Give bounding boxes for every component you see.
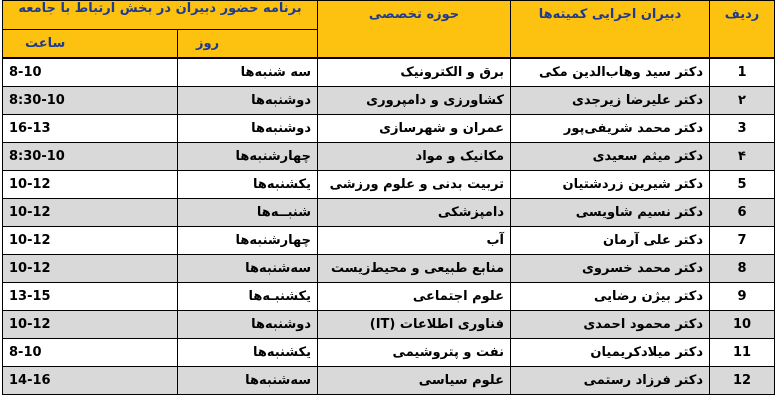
row-number-cell: 1 xyxy=(710,59,775,87)
day-cell: یکشنبه‌ها xyxy=(178,171,318,199)
director-name-cell: دکتر محمد خسروی xyxy=(511,255,710,283)
field-cell: علوم سیاسی xyxy=(318,367,511,395)
day-cell: دوشنبه‌ها xyxy=(178,87,318,115)
field-cell: کشاورزی و دامپروری xyxy=(318,87,511,115)
time-cell: 16-13 xyxy=(3,115,178,143)
field-cell: مکانیک و مواد xyxy=(318,143,511,171)
time-cell: 10-12 xyxy=(3,171,178,199)
time-cell: 10-12 xyxy=(3,227,178,255)
director-name-cell: دکتر فرزاد رستمی xyxy=(511,367,710,395)
time-cell: 14-16 xyxy=(3,367,178,395)
table-row xyxy=(3,255,775,283)
row-number-cell: ۴ xyxy=(710,143,775,171)
day-cell: شنبــه‌ها xyxy=(178,199,318,227)
day-cell: یکشنبـه‌ها xyxy=(178,283,318,311)
director-name-cell: دکتر میثم سعیدی xyxy=(511,143,710,171)
day-cell: دوشنبه‌ها xyxy=(178,311,318,339)
row-number-cell: 6 xyxy=(710,199,775,227)
row-number-cell: 11 xyxy=(710,339,775,367)
row-number-cell: ۲ xyxy=(710,87,775,115)
committee-schedule-table-wrapper xyxy=(2,0,774,395)
time-cell: 8-10 xyxy=(3,339,178,367)
field-cell: نفت و پتروشیمی xyxy=(318,339,511,367)
day-cell: یکشنبه‌ها xyxy=(178,339,318,367)
time-cell: 10-12 xyxy=(3,311,178,339)
table-row xyxy=(3,283,775,311)
field-cell: دامپزشکی xyxy=(318,199,511,227)
header-time: ساعت xyxy=(3,30,178,58)
table-row xyxy=(3,143,775,171)
time-cell: 13-15 xyxy=(3,283,178,311)
director-name-cell: دکتر محمود احمدی xyxy=(511,311,710,339)
committee-schedule-table xyxy=(2,0,775,58)
director-name-cell: دکتر علیرضا زیرجدی xyxy=(511,87,710,115)
field-cell: عمران و شهرسازی xyxy=(318,115,511,143)
table-row xyxy=(3,87,775,115)
header-director: دبیران اجرایی کمیته‌ها xyxy=(511,1,710,58)
table-row xyxy=(3,199,775,227)
day-cell: سه‌شنبه‌ها xyxy=(178,367,318,395)
day-cell: دوشنبه‌ها xyxy=(178,115,318,143)
day-cell: چهارشنبه‌ها xyxy=(178,143,318,171)
row-number-cell: 3 xyxy=(710,115,775,143)
director-name-cell: دکتر نسیم شاویسی xyxy=(511,199,710,227)
director-name-cell: دکتر محمد شریفی‌پور xyxy=(511,115,710,143)
time-cell: 8-10 xyxy=(3,59,178,87)
table-row xyxy=(3,115,775,143)
director-name-cell: دکتر علی آرمان xyxy=(511,227,710,255)
header-schedule: برنامه حضور دبیران در بخش ارتباط با جامعه xyxy=(3,1,318,30)
field-cell: علوم اجتماعی xyxy=(318,283,511,311)
day-cell: چهارشنبه‌ها xyxy=(178,227,318,255)
table-row xyxy=(3,311,775,339)
row-number-cell: 10 xyxy=(710,311,775,339)
row-number-cell: 9 xyxy=(710,283,775,311)
field-cell: منابع طبیعی و محیط‌زیست xyxy=(318,255,511,283)
table-row xyxy=(3,171,775,199)
director-name-cell: دکتر شیرین زردشتیان xyxy=(511,171,710,199)
table-row xyxy=(3,59,775,87)
director-name-cell: دکتر سید وهاب‌الدین مکی xyxy=(511,59,710,87)
row-number-cell: 12 xyxy=(710,367,775,395)
field-cell: آب xyxy=(318,227,511,255)
time-cell: 10-12 xyxy=(3,199,178,227)
row-number-cell: 8 xyxy=(710,255,775,283)
header-row-number: ردیف xyxy=(710,1,775,58)
time-cell: 10-12 xyxy=(3,255,178,283)
header-row xyxy=(3,1,775,30)
field-cell: فناوری اطلاعات (IT) xyxy=(318,311,511,339)
time-cell: 8:30-10 xyxy=(3,87,178,115)
table-row xyxy=(3,367,775,395)
day-cell: سه شنبه‌ها xyxy=(178,59,318,87)
row-number-cell: 5 xyxy=(710,171,775,199)
table-row xyxy=(3,227,775,255)
day-cell: سه‌شنبه‌ها xyxy=(178,255,318,283)
field-cell: برق و الکترونیک xyxy=(318,59,511,87)
header-day: روز xyxy=(178,30,318,58)
time-cell: 8:30-10 xyxy=(3,143,178,171)
table-row xyxy=(3,339,775,367)
director-name-cell: دکتر میلادکریمیان xyxy=(511,339,710,367)
row-number-cell: 7 xyxy=(710,227,775,255)
committee-schedule-body xyxy=(2,58,775,395)
header-field: حوزه تخصصی xyxy=(318,1,511,58)
field-cell: تربیت بدنی و علوم ورزشی xyxy=(318,171,511,199)
director-name-cell: دکتر بیژن رضایی xyxy=(511,283,710,311)
